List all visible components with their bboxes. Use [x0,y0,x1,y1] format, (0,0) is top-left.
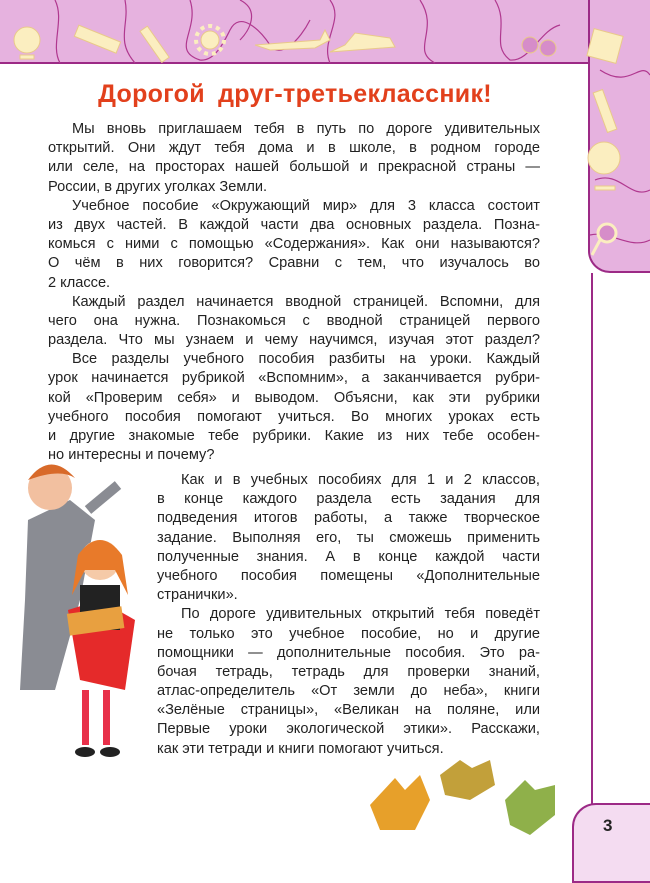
globe-icon [14,27,40,59]
text-line: Учебное пособие «Окружающий мир» для 3 класса состоит [72,197,540,214]
page-number: 3 [603,816,613,835]
intro-text-top [48,120,540,465]
text-line: чего она нужна. Познакомься с вводной страницей первого [48,312,540,329]
text-line: 2 классе. [48,274,111,291]
text-line: подведения итогов работы, а также творческое [157,510,540,527]
text-line: О чём в них говорится? Сравни с тем, что изучалось во [48,255,540,272]
text-line: Каждый раздел начинается вводной страницей. Вспомни, для [72,293,540,310]
page-number-box [572,803,650,883]
text-line: бочая тетрадь, тетрадь для проверки знаний, [157,663,540,680]
children-illustration [20,464,135,757]
paragraph [48,197,540,293]
text-line: из двух частей. В каждой части два основных раздела. Позна- [48,216,540,233]
thermometer-icon [593,90,617,133]
text-line: Первые уроки экологической этики». Расскажи, [157,721,540,738]
text-line: полученные знания. А в конце каждой части [157,548,540,565]
text-line: Мы вновь приглашаем тебя в путь по дороге удивительных [72,121,540,137]
text-line: но интересны и почему? [48,447,215,464]
text-line: «Зелёные страницы», «Великан на поляне, или [157,702,540,719]
text-line: задание. Выполняя его, ты сможешь применить [157,529,540,546]
paragraph [48,120,540,197]
telephone-icon [587,29,623,64]
paragraph [48,293,540,351]
text-line: кой «Проверим себя» и выводом. Объясни, как эти рубрики [48,389,540,406]
text-line: помощники — дополнительные пособия. Это ра- [157,644,540,661]
paragraph [48,350,540,465]
magnifier-icon [592,224,616,255]
paragraph [157,471,540,605]
text-line: По дороге удивительных открытий тебя поведёт [181,606,540,623]
text-line: как эти тетради и книги помогают учиться. [157,740,444,757]
maple-leaves [370,760,555,835]
text-line: России, в других уголках Земли. [48,178,268,195]
text-line: странички». [157,587,238,604]
globe-icon [588,142,620,190]
thermometer-icon [140,26,169,62]
text-line: урок начинается рубрикой «Вспомним», а заканчивается рубри- [48,370,540,387]
text-line: не только это учебное пособие, но и другие [157,625,540,642]
ship-icon [330,33,395,52]
text-line: или селе, на просторах нашей большой и прекрасной страны — [48,159,540,176]
text-line: комься с ними с помощью «Содержания». Как они называются? [48,236,540,253]
intro-text-side [157,471,540,759]
ruler-icon [74,25,120,53]
sun-icon [196,26,224,54]
text-line: Как и в учебных пособиях для 1 и 2 классов, [181,472,540,488]
text-line: открытий. Они ждут тебя дома и в школе, в родном городе [48,140,540,157]
text-line: учебного пособия помогают учиться. Во многих уроках есть [48,408,540,425]
text-line: учебного пособия помещены «Дополнительные [157,567,540,584]
text-line: в конце каждого раздела есть задания для [157,491,540,508]
text-line: раздела. Что мы узнаем и чему научимся, изучая этот раздел? [48,332,540,349]
text-line: Все разделы учебного пособия разбиты на уроки. Каждый [72,351,540,368]
paragraph [157,605,540,759]
page-title: Дорогой друг-третьеклассник! [98,80,492,108]
text-line: атлас-определитель «От земли до неба», книги [157,683,540,700]
text-line: и другие знакомые тебе рубрики. Какие из них тебе особен- [48,428,540,444]
